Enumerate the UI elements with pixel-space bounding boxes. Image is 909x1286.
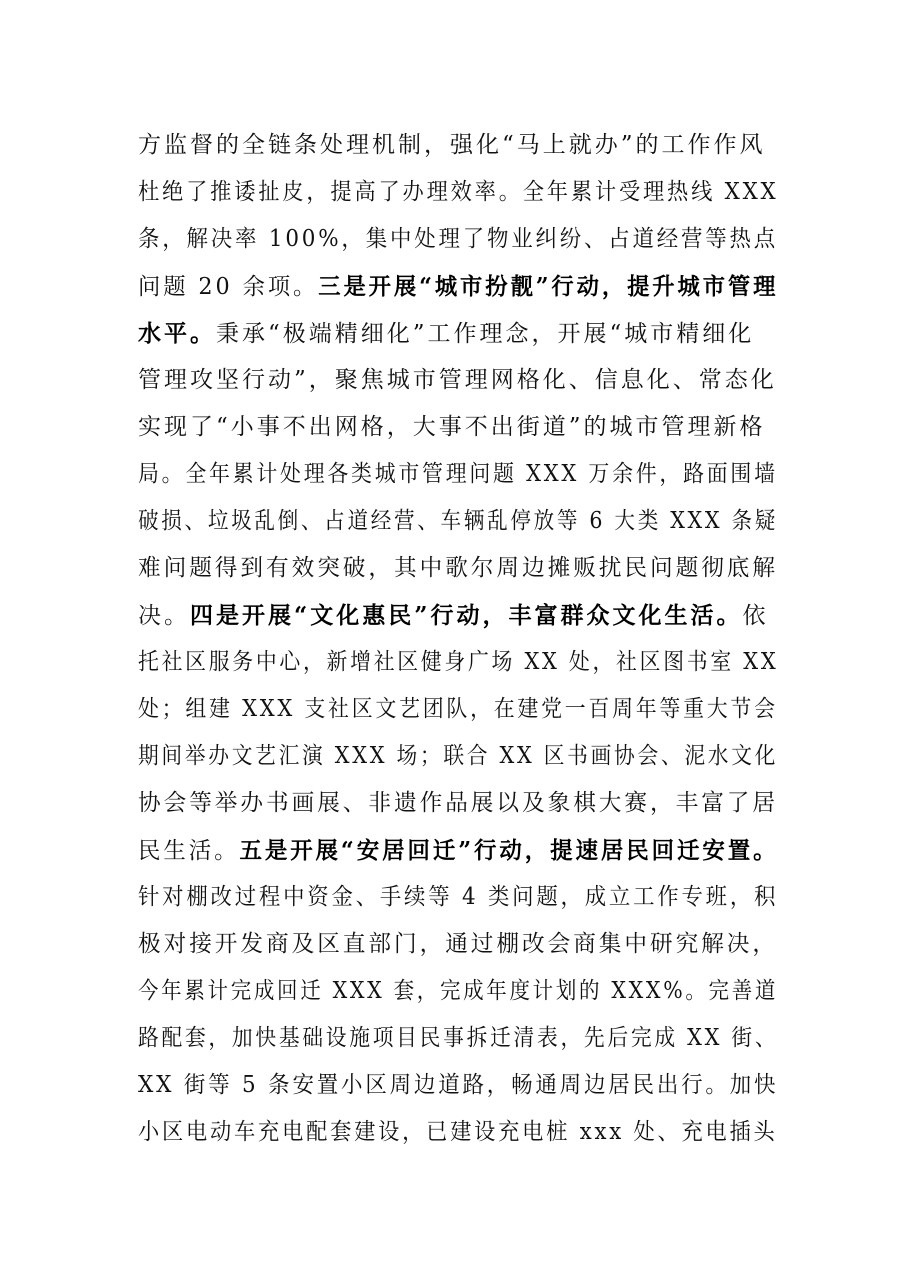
body-text: 针对棚改过程中资金、手续等 4 类问题，成立工作专班，积 [138, 884, 779, 910]
body-text: 依 [742, 603, 769, 629]
text-line [138, 1062, 779, 1109]
body-text: 期间举办文艺汇演 XXX 场；联合 XX 区书画协会、泥水文化 [138, 743, 779, 769]
body-text: 协会等举办书画展、非遗作品展以及象棋大赛，丰富了居 [138, 790, 778, 816]
text-line [138, 169, 779, 216]
text-line [138, 874, 779, 921]
body-text: XX 街等 5 条安置小区周边道路，畅通周边居民出行。加快 [138, 1072, 779, 1098]
body-text: 杜绝了推诿扯皮，提高了办理效率。全年累计受理热线 XXX [138, 179, 779, 205]
body-text: 路配套，加快基础设施项目民事拆迁清表，先后完成 XX 街、 [138, 1025, 779, 1051]
text-line [138, 451, 778, 498]
text-line [138, 1015, 779, 1062]
bold-heading-text: 水平。 [138, 320, 216, 347]
body-text: 决。 [138, 603, 190, 629]
text-line [138, 1109, 778, 1156]
text-line [138, 545, 778, 592]
text-line [138, 122, 778, 169]
bold-heading-text: 五是开展“安居回迁”行动，提速居民回迁安置。 [239, 837, 779, 864]
body-text: 处；组建 XXX 支社区文艺团队，在建党一百周年等重大节会 [138, 696, 778, 722]
body-text: 民生活。 [138, 838, 240, 864]
text-line [138, 639, 779, 686]
text-line [138, 357, 778, 404]
body-paragraph [138, 122, 778, 1156]
body-text: 方监督的全链条处理机制，强化“马上就办”的工作作风 [138, 132, 766, 158]
body-text: 托社区服务中心，新增社区健身广场 XX 处，社区图书室 XX [138, 649, 779, 675]
body-text: 秉承“极端精细化”工作理念，开展“城市精细化 [216, 321, 755, 347]
text-line [138, 968, 779, 1015]
body-text: 难问题得到有效突破，其中歌尔周边摊贩扰民问题彻底解 [138, 555, 778, 581]
body-text: 极对接开发商及区直部门，通过棚改会商集中研究解决， [138, 931, 778, 957]
text-line [138, 498, 778, 545]
body-text: 今年累计完成回迁 XXX 套，完成年度计划的 XXX%。完善道 [138, 978, 779, 1004]
bold-heading-text: 四是开展“文化惠民”行动，丰富群众文化生活。 [190, 602, 743, 629]
text-line [138, 404, 778, 451]
body-text: 局。全年累计处理各类城市管理问题 XXX 万余件，路面围墙 [138, 461, 778, 487]
body-text: 问题 20 余项。 [138, 274, 319, 300]
text-line [138, 686, 778, 733]
text-line [138, 263, 779, 310]
text-line [138, 310, 778, 357]
body-text: 实现了“小事不出网格，大事不出街道”的城市管理新格 [138, 414, 766, 440]
text-line [138, 733, 779, 780]
body-text: 条，解决率 100%，集中处理了物业纠纷、占道经营等热点 [138, 226, 779, 252]
text-line [138, 921, 778, 968]
body-text: 破损、垃圾乱倒、占道经营、车辆乱停放等 6 大类 XXX 条疑 [138, 508, 778, 534]
bold-heading-text: 三是开展“城市扮靓”行动，提升城市管理 [318, 273, 779, 300]
text-line [138, 592, 778, 639]
text-line [138, 216, 779, 263]
body-text: 管理攻坚行动”，聚焦城市管理网格化、信息化、常态化 [138, 367, 777, 393]
body-text: 小区电动车充电配套建设，已建设充电桩 xxx 处、充电插头 [138, 1119, 778, 1145]
text-line [138, 827, 779, 874]
text-line [138, 780, 778, 827]
